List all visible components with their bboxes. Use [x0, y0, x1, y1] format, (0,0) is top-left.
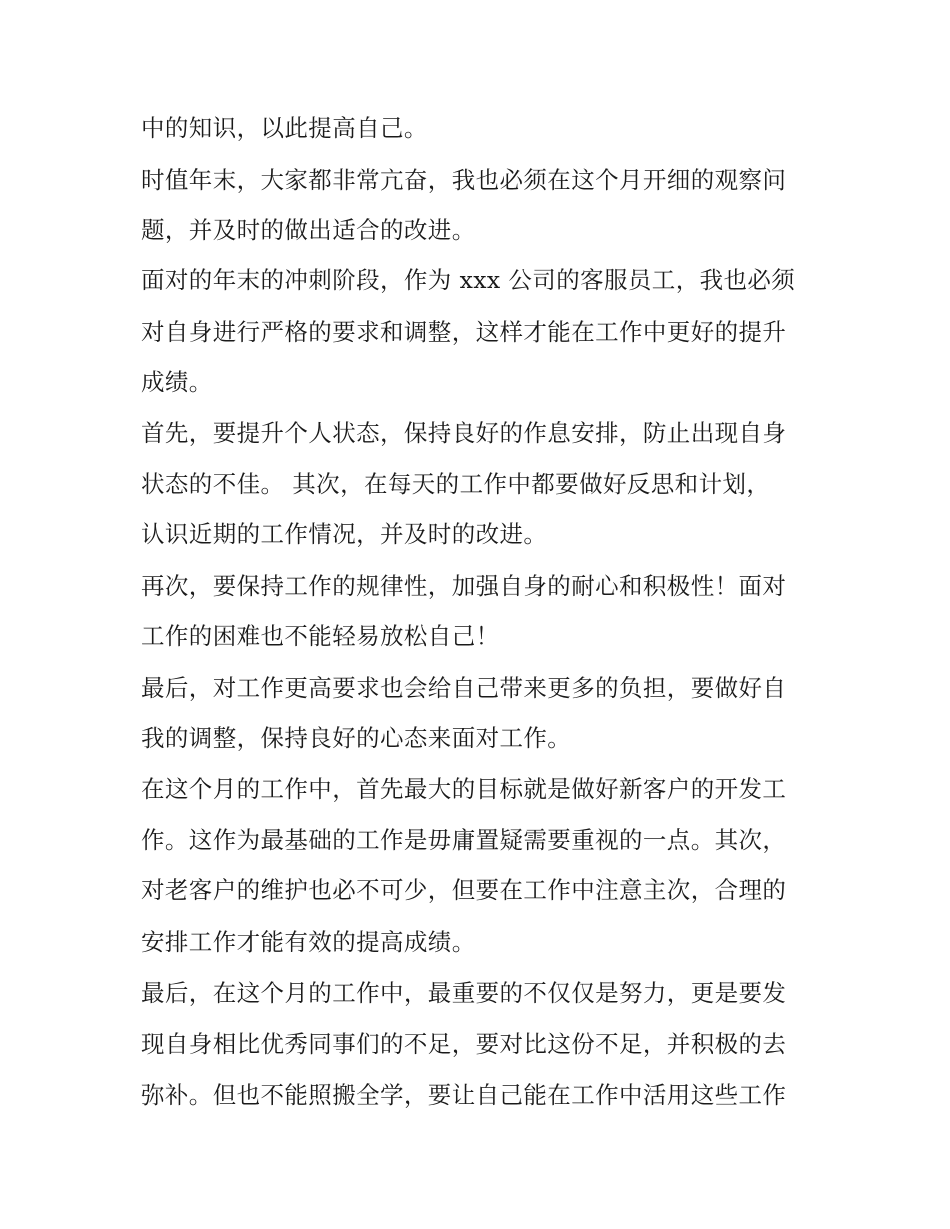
- text-line: 最后，对工作更高要求也会给自己带来更多的负担，要做好自: [141, 674, 787, 702]
- text-line: 安排工作才能有效的提高成绩。: [141, 928, 476, 956]
- text-line: 成绩。: [141, 368, 213, 396]
- text-line: 对老客户的维护也必不可少，但要在工作中注意主次，合理的: [141, 876, 787, 904]
- text-line: 我的调整，保持良好的心态来面对工作。: [141, 724, 572, 752]
- text-line: 状态的不佳。 其次，在每天的工作中都要做好反思和计划，: [141, 470, 771, 498]
- text-line: 在这个月的工作中，首先最大的目标就是做好新客户的开发工: [141, 775, 787, 803]
- text-line: 面对的年末的冲刺阶段，作为 xxx 公司的客服员工，我也必须: [141, 266, 796, 294]
- text-line: 时值年末，大家都非常亢奋，我也必须在这个月开细的观察问: [141, 166, 787, 194]
- text-line: 中的知识，以此提高自己。: [141, 114, 428, 142]
- text-line: 作。这作为最基础的工作是毋庸置疑需要重视的一点。其次，: [141, 826, 787, 854]
- text-line: 现自身相比优秀同事们的不足，要对比这份不足，并积极的去: [141, 1030, 787, 1058]
- text-line: 对自身进行严格的要求和调整，这样才能在工作中更好的提升: [141, 318, 787, 346]
- text-line: 弥补。但也不能照搬全学，要让自己能在工作中活用这些工作: [141, 1081, 787, 1109]
- text-line: 首先，要提升个人状态，保持良好的作息安排，防止出现自身: [141, 419, 787, 447]
- text-line: 工作的困难也不能轻易放松自己！: [141, 622, 500, 650]
- text-line: 最后，在这个月的工作中，最重要的不仅仅是努力，更是要发: [141, 979, 787, 1007]
- text-line: 题，并及时的做出适合的改进。: [141, 216, 476, 244]
- text-line: 认识近期的工作情况，并及时的改进。: [141, 520, 548, 548]
- text-line: 再次，要保持工作的规律性，加强自身的耐心和积极性！面对: [141, 572, 787, 600]
